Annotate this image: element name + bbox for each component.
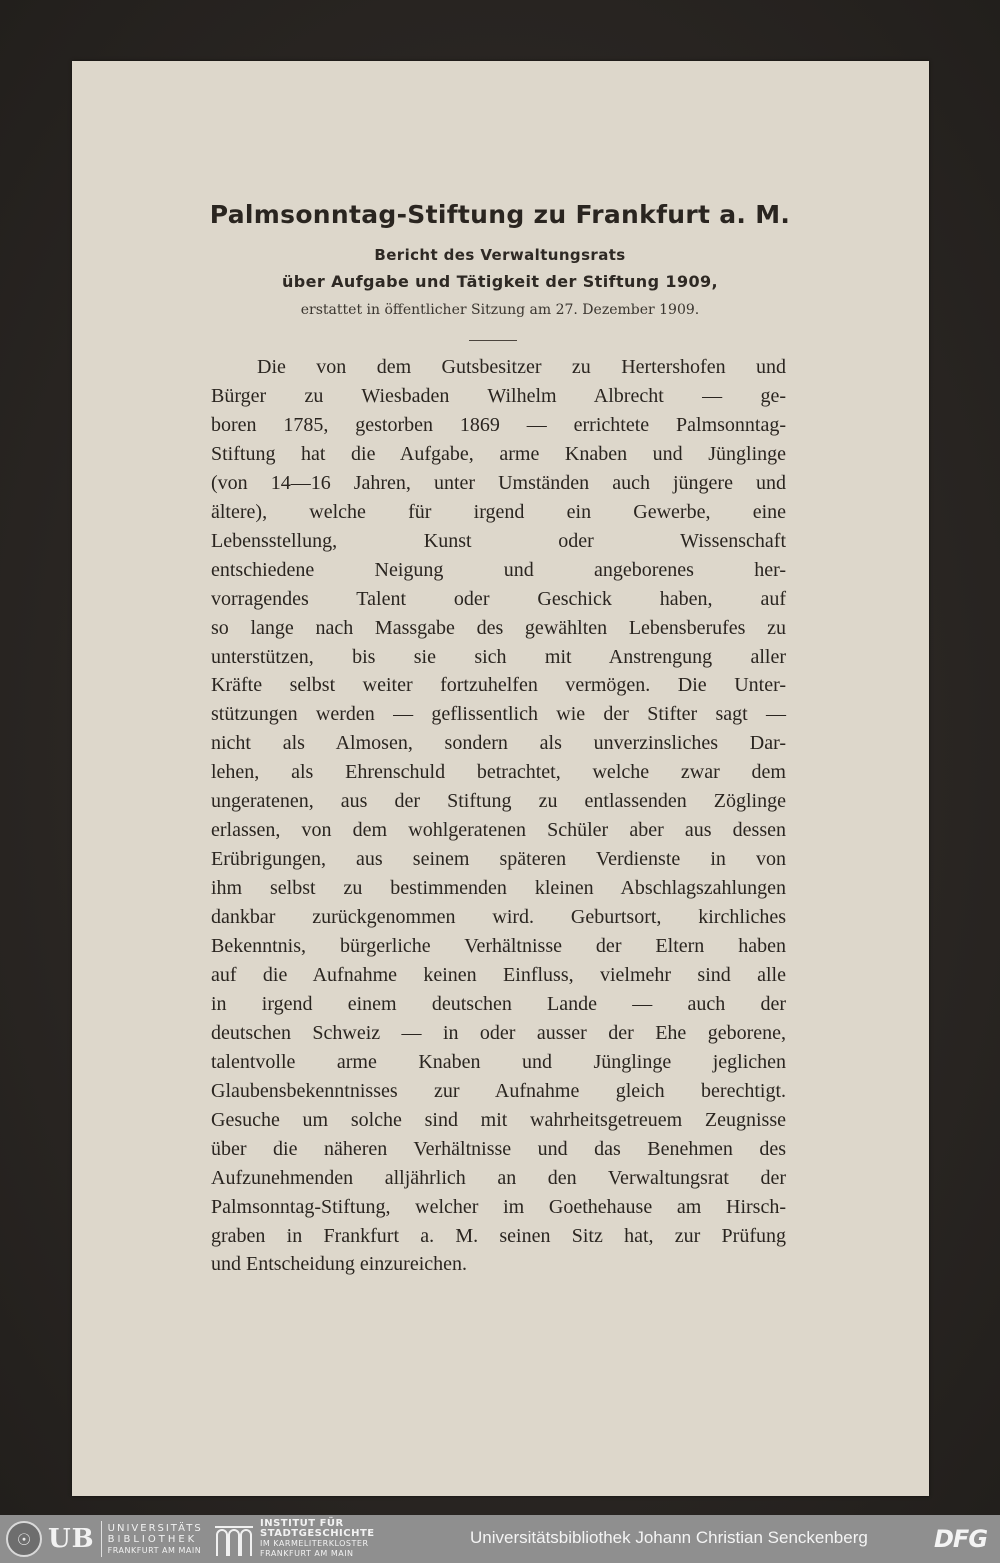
body-line: Lebensstellung, Kunst oder Wissenschaft xyxy=(211,529,786,552)
body-line: so lange nach Massgabe des gewählten Lebensberufes zu xyxy=(211,616,786,639)
body-line: über die näheren Verhältnisse und das Benehmen des xyxy=(211,1137,786,1160)
body-line: boren 1785, gestorben 1869 — errichtete Palmsonntag- xyxy=(211,413,786,436)
footer-bar xyxy=(0,1515,1000,1563)
body-line: talentvolle arme Knaben und Jünglinge jeglichen xyxy=(211,1050,786,1073)
ub-text xyxy=(108,1523,203,1556)
body-line: Kräfte selbst weiter fortzuhelfen vermögen. Die Unter- xyxy=(211,674,786,697)
dfg-logo[interactable]: DFG xyxy=(934,1525,988,1553)
document-title: Palmsonntag-Stiftung zu Frankfurt a. M. xyxy=(209,200,791,229)
body-line: Aufzunehmenden alljährlich an den Verwaltungsrat der xyxy=(211,1166,786,1189)
ifs-line-3: IM KARMELITERKLOSTER xyxy=(260,1539,369,1548)
body-line: Glaubensbekenntnisses zur Aufnahme gleich berechtigt. xyxy=(211,1079,786,1102)
body-line: graben in Frankfurt a. M. seinen Sitz hat, zur Prüfung xyxy=(211,1224,786,1247)
document-subtitle-3: erstattet in öffentlicher Sitzung am 27. Dezember 1909. xyxy=(300,302,700,318)
ub-line-1: UNIVERSITÄTS xyxy=(107,1522,203,1534)
body-line: Erübrigungen, aus seinem späteren Verdienste in von xyxy=(211,848,786,871)
body-line: (von 14—16 Jahren, unter Umständen auch jüngere und xyxy=(211,471,786,494)
ub-divider xyxy=(101,1521,102,1557)
body-line: Stiftung hat die Aufgabe, arme Knaben und Jünglinge xyxy=(211,442,786,465)
body-line: vorragendes Talent oder Geschick haben, auf xyxy=(211,587,786,610)
body-line: nicht als Almosen, sondern als unverzinsliches Dar- xyxy=(211,732,786,755)
body-line: lehen, als Ehrenschuld betrachtet, welche zwar dem xyxy=(211,761,786,784)
body-line: Gesuche um solche sind mit wahrheitsgetreuem Zeugnisse xyxy=(211,1108,786,1131)
body-line: stützungen werden — geflissentlich wie der Stifter sagt — xyxy=(211,703,786,726)
body-line: ungeratenen, aus der Stiftung zu entlassenden Zöglinge xyxy=(211,790,786,813)
body-line: unterstützen, bis sie sich mit Anstrengung aller xyxy=(211,645,786,668)
body-line: auf die Aufnahme keinen Einfluss, vielmehr sind alle xyxy=(211,963,786,986)
ifs-logo[interactable] xyxy=(214,1518,375,1558)
body-line: Bekenntnis, bürgerliche Verhältnisse der Eltern haben xyxy=(211,935,786,957)
ifs-line-1: INSTITUT FÜR xyxy=(260,1518,344,1529)
body-line: entschiedene Neigung und angeborenes her- xyxy=(211,558,786,581)
ub-line-2: BIBLIOTHEK xyxy=(107,1533,198,1545)
body-line: deutschen Schweiz — in oder ausser der Ehe geborene, xyxy=(211,1021,786,1044)
body-line: Palmsonntag-Stiftung, welcher im Goethehause am Hirsch- xyxy=(211,1195,786,1218)
ifs-arches-icon xyxy=(214,1521,254,1557)
body-line: erlassen, von dem wohlgeratenen Schüler aber aus dessen xyxy=(211,819,786,842)
ifs-text xyxy=(260,1519,375,1559)
ub-line-3: FRANKFURT AM MAIN xyxy=(107,1545,202,1555)
ifs-line-2: STADTGESCHICHTE xyxy=(260,1528,375,1539)
body-line: ältere), welche für irgend ein Gewerbe, eine xyxy=(211,500,786,523)
document-subtitle-1: Bericht des Verwaltungsrats xyxy=(374,246,626,264)
ub-seal-icon: ☉ xyxy=(6,1521,42,1557)
document-subtitle-2: über Aufgabe und Tätigkeit der Stiftung 1909, xyxy=(281,272,719,291)
body-line: und Entscheidung einzureichen. xyxy=(211,1253,468,1276)
body-line: Bürger zu Wiesbaden Wilhelm Albrecht — ge- xyxy=(211,384,786,407)
ifs-line-4: FRANKFURT AM MAIN xyxy=(260,1549,354,1558)
title-divider xyxy=(469,340,517,341)
body-line: in irgend einem deutschen Lande — auch der xyxy=(211,992,786,1015)
body-line: ihm selbst zu bestimmenden kleinen Abschlagszahlungen xyxy=(211,877,786,900)
ub-mark: UB xyxy=(48,1524,95,1554)
ub-logo[interactable] xyxy=(6,1521,203,1557)
body-line: dankbar zurückgenommen wird. Geburtsort, kirchliches xyxy=(211,906,786,929)
body-line: Die von dem Gutsbesitzer zu Hertershofen und xyxy=(257,356,786,378)
library-name-link[interactable]: Universitätsbibliothek Johann Christian Senckenberg xyxy=(470,1528,868,1547)
